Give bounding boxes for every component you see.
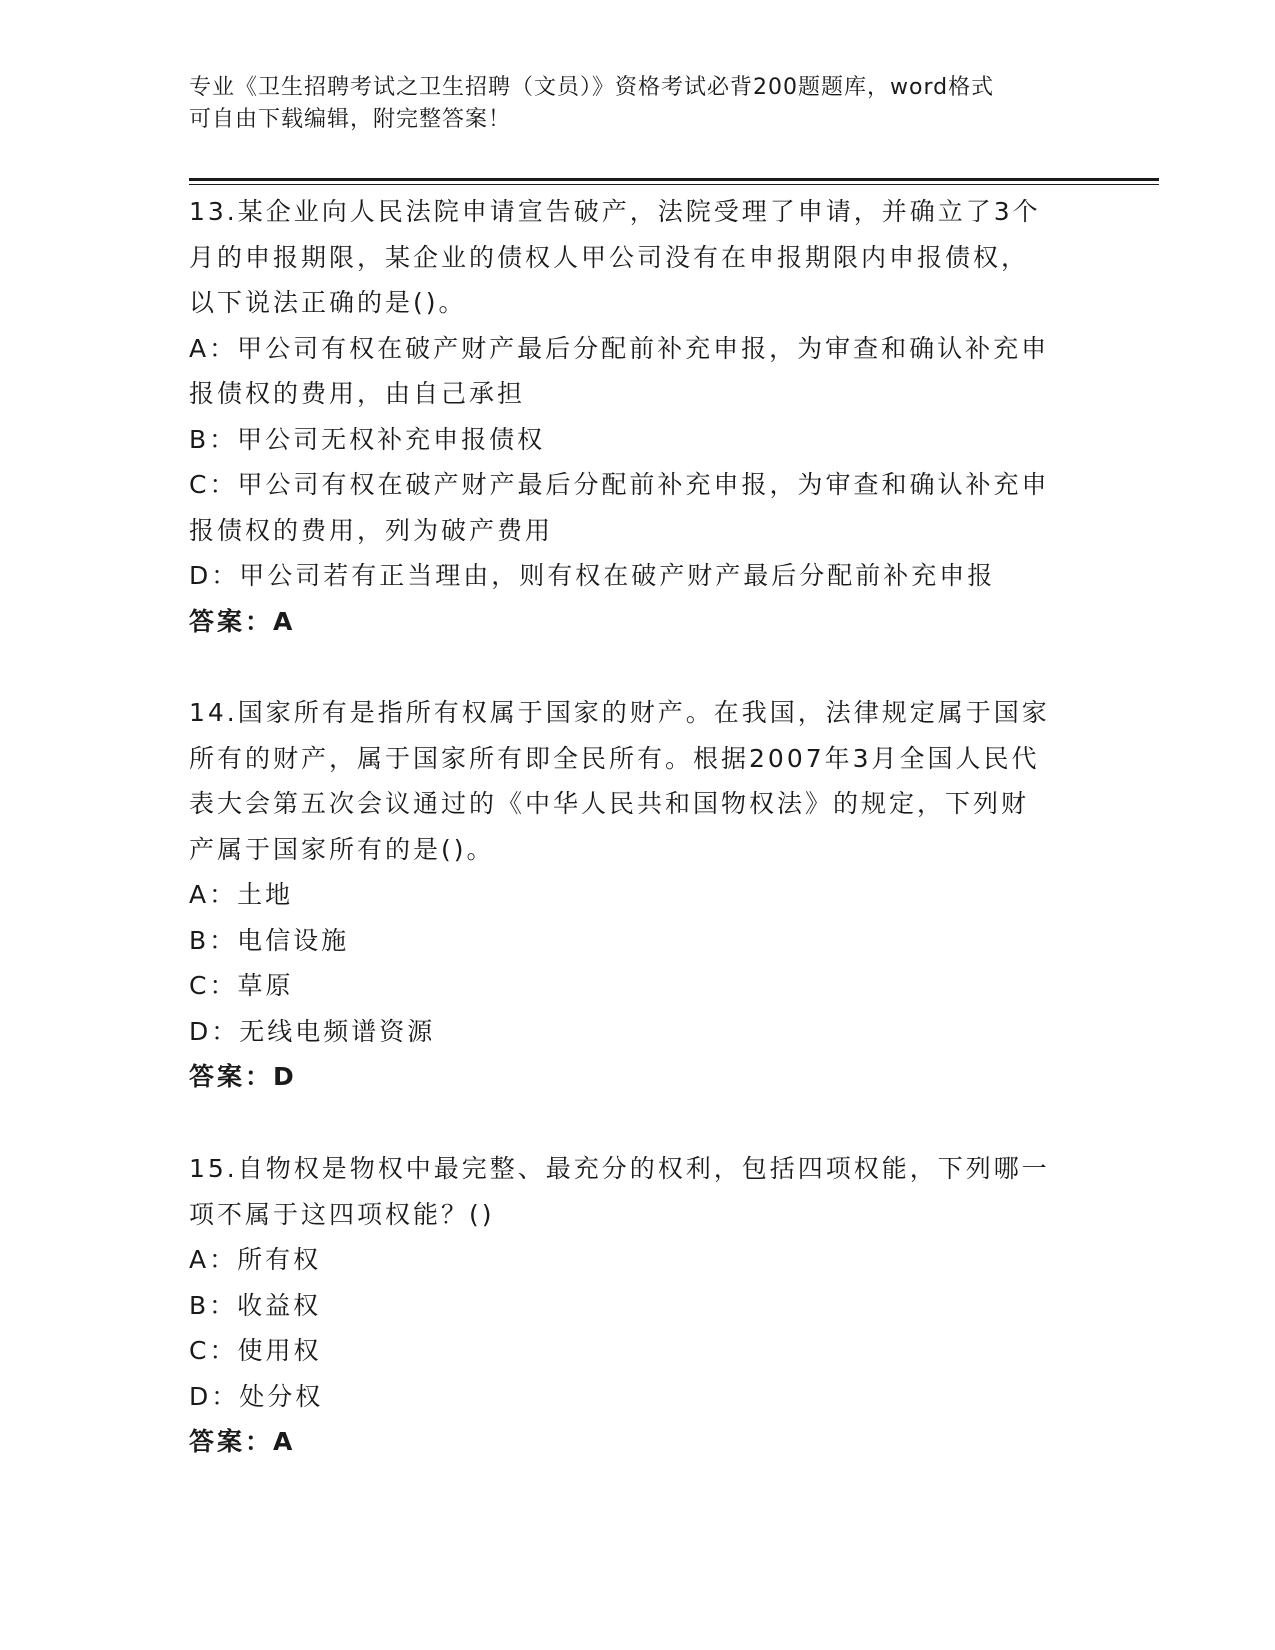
option-c-line: C：草原 (189, 971, 294, 1000)
option-b-line: B：收益权 (189, 1290, 322, 1320)
option-c-line: C：使用权 (189, 1336, 322, 1365)
question-stem-line: 表大会第五次会议通过的《中华人民共和国物权法》的规定，下列财 (189, 789, 1030, 818)
header-divider-thin (189, 184, 1159, 185)
option-c-line: C：甲公司有权在破产财产最后分配前补充申报，为审查和确认补充申 (189, 470, 1050, 499)
question-stem-line: 所有的财产，属于国家所有即全民所有。根据2007年3月全国人民代 (189, 743, 1040, 773)
option-d-line: D：甲公司若有正当理由，则有权在破产财产最后分配前补充申报 (189, 561, 996, 590)
header-divider-thick (189, 178, 1159, 181)
question-stem-line: 14.国家所有是指所有权属于国家的财产。在我国，法律规定属于国家 (189, 698, 1050, 727)
option-a-line: A：土地 (189, 880, 294, 909)
option-a-line: A：所有权 (189, 1245, 322, 1274)
header-line-2: 可自由下载编辑，附完整答案！ (189, 107, 512, 132)
answer-line: 答案：D (189, 1062, 297, 1091)
question-stem-line: 13.某企业向人民法院申请宣告破产，法院受理了申请，并确立了3个 (189, 197, 1041, 226)
option-b-line: B：电信设施 (189, 925, 350, 955)
option-a-line: A：甲公司有权在破产财产最后分配前补充申报，为审查和确认补充申 (189, 333, 1050, 363)
question-stem-line: 以下说法正确的是()。 (189, 288, 467, 317)
option-c-line: 报债权的费用，列为破产费用 (189, 515, 554, 545)
question-stem-line: 月的申报期限，某企业的债权人甲公司没有在申报期限内申报债权， (189, 242, 1030, 272)
question-13 (189, 189, 1089, 644)
option-a-line: 报债权的费用，由自己承担 (189, 379, 526, 408)
question-14 (189, 690, 1089, 1100)
option-d-line: D：处分权 (189, 1381, 324, 1411)
answer-line: 答案：A (189, 1427, 296, 1456)
question-stem-line: 15.自物权是物权中最完整、最充分的权利，包括四项权能，下列哪一 (189, 1154, 1050, 1183)
question-stem-line: 项不属于这四项权能？() (189, 1199, 495, 1229)
question-stem-line: 产属于国家所有的是()。 (189, 834, 495, 864)
question-15 (189, 1146, 1089, 1465)
header-line-1: 专业《卫生招聘考试之卫生招聘（文员）》资格考试必背200题题库，word格式 (189, 75, 995, 100)
answer-line: 答案：A (189, 606, 296, 636)
option-d-line: D：无线电频谱资源 (189, 1016, 436, 1046)
option-b-line: B：甲公司无权补充申报债权 (189, 424, 546, 454)
document-header (189, 72, 1089, 136)
